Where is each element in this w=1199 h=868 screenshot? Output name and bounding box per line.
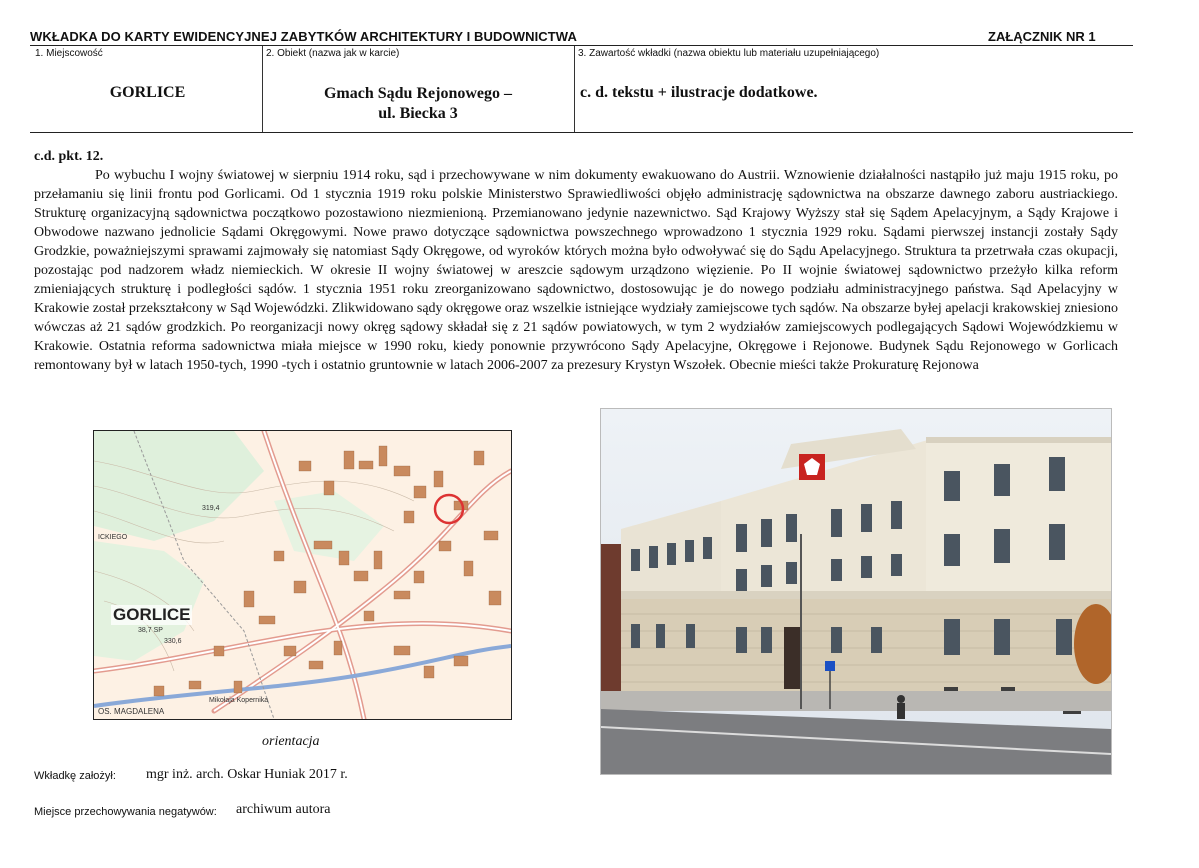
field-label-locality: 1. Miejscowość xyxy=(35,48,103,59)
object-name-line2: ul. Biecka 3 xyxy=(378,105,458,122)
author-value: mgr inż. arch. Oskar Huniak 2017 r. xyxy=(146,767,348,782)
field-value-locality: GORLICE xyxy=(109,84,186,101)
column-separator-2 xyxy=(574,46,575,132)
building-photo xyxy=(600,408,1112,775)
field-label-object: 2. Obiekt (nazwa jak w karcie) xyxy=(266,48,400,59)
header-rule-top xyxy=(30,45,1133,46)
annex-number: ZAŁĄCZNIK NR 1 xyxy=(988,29,1096,44)
building-photo-graphic xyxy=(601,409,1111,774)
negatives-storage-value: archiwum autora xyxy=(236,802,331,817)
column-separator-1 xyxy=(262,46,263,132)
map-graphic xyxy=(94,431,511,719)
field-value-contents: c. d. tekstu + ilustracje dodatkowe. xyxy=(580,84,818,101)
map-label-os-magdalena: OS. MAGDALENA xyxy=(98,707,165,716)
header-rule-bottom xyxy=(30,132,1133,133)
map-label-kopernika: Mikołaja Kopernika xyxy=(209,697,269,704)
field-value-object xyxy=(266,84,570,124)
location-map xyxy=(93,430,512,720)
body-paragraph: Po wybuchu I wojny światowej w sierpniu 1914 roku, sąd i przechowywane w nim dokumenty ewakuowano do Austrii. Wznowienie działalności nastąpiło już maju 1915 roku, po przełamaniu się linii frontu pod Gorlicami. Od 1 stycznia 1919 roku polskie Ministerstwo Sprawiedliwości objęło administrację sądownictwa na obszarze dawnego zaboru austriackiego. Strukturę organizacyjną sądownictwa początkowo pozostawiono niezmienioną. Przemianowano jedynie nazewnictwo. Sąd Krajowy Wyższy stał się Sądem Apelacyjnym, a Sądy Krajowe i Obwodowe nazwano jednolicie Sądami Okręgowymi. Nowe prawo dotyczące sądownictwa powszechnego wprowadzono 1 stycznia 1929 roku. Sądami pierwszej instancji zostały Sądy Grodzkie, poważniejszymi sprawami zajmowały się natomiast Sądy Okręgowe, od wyroków których można było odwoływać się do Sądu Apelacyjnego. Struktura ta przetrwała czas okupacji, pozostając pod nadzorem władz niemieckich. W okresie II wojny światowej w areszcie sądowym urządzono więzienie. Po II wojnie światowej sądownictwo przeżyło kilka reform zmieniających strukturę i podległości sądów. 1 stycznia 1951 roku zreorganizowano sądownictwo, dostosowując je do nowego podziału administracyjnego państwa. Sąd Apelacyjny w Krakowie został przekształcony w Sąd Wojewódzki. Zlikwidowano sądy okręgowe oraz wszelkie istniejące wydziały zamiejscowe tych sądów. Na obszarze byłej apelacji krakowskiej zniesiono wówczas aż 21 sądów grodzkich. Po reorganizacji nowy okręg sądowy składał się z 21 sądów powiatowych, w tym 2 wydziałów zamiejscowych podlegających Sądowi Wojewódzkiemu w Krakowie. Ostatnia reforma sadownictwa miała miejsce w 1990 roku, kiedy ponownie przywrócono Sądy Apelacyjne, Okręgowe i Rejonowe. Budynek Sądu Rejonowego w Gorlicach remontowany był w latach 1950-tych, 1990 -tych i ostatnio gruntownie w latach 2006-2007 za prezesury Krystyn Wszołek. Obecnie mieści także Prokuraturę Rejonowa xyxy=(34,168,1118,373)
document-title: WKŁADKA DO KARTY EWIDENCYJNEJ ZABYTKÓW ARCHITEKTURY I BUDOWNICTWA xyxy=(30,29,577,44)
field-label-contents: 3. Zawartość wkładki (nazwa obiektu lub materiału uzupełniającego) xyxy=(578,48,880,59)
section-title: c.d. pkt. 12. xyxy=(34,149,104,164)
object-name-line1: Gmach Sądu Rejonowego – xyxy=(323,85,512,102)
negatives-storage-label: Miejsce przechowywania negatywów: xyxy=(34,806,217,818)
map-town-label: GORLICE xyxy=(113,605,191,624)
author-label: Wkładkę założył: xyxy=(34,770,116,782)
map-label-elevation-2: 330,6 xyxy=(164,638,182,645)
map-label-elevation-3: 319,4 xyxy=(202,505,220,512)
map-label-elevation: 38,7 SP xyxy=(138,627,163,634)
map-label-street: ICKIEGO xyxy=(98,534,128,541)
map-caption: orientacja xyxy=(262,734,320,749)
